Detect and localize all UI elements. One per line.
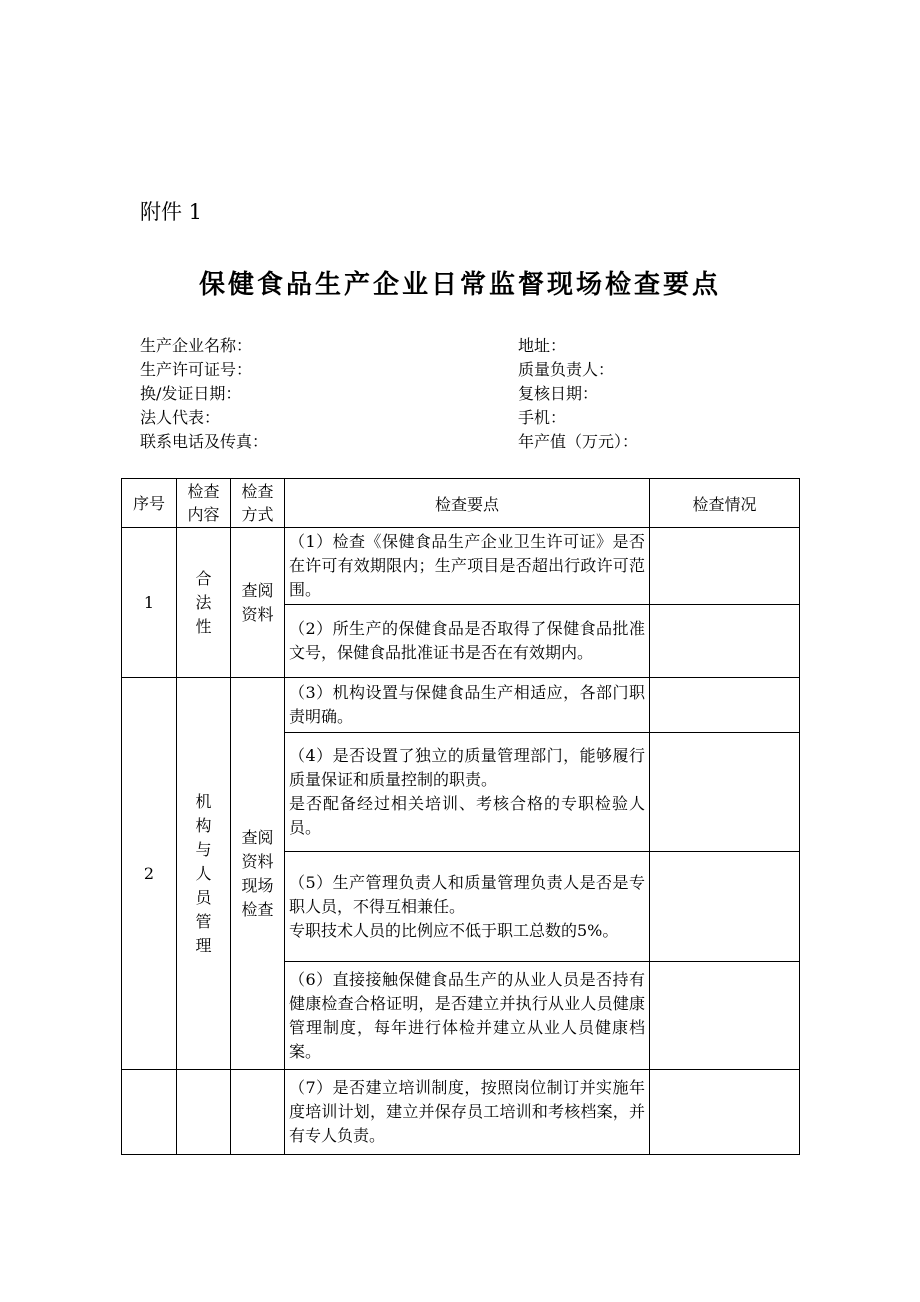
- group1-content-char: 性: [195, 616, 212, 636]
- check-point-1: （1）检查《保健食品生产企业卫生许可证》是否在许可有效期限内；生产项目是否超出行政许可范围。: [285, 528, 650, 605]
- group1-no: 1: [122, 528, 177, 678]
- check-point-5-line: （5）生产管理负责人和质量管理负责人是否是专职人员，不得互相兼任。: [289, 872, 645, 916]
- group1-method-line: 资料: [241, 604, 274, 624]
- header-method-line2: 方式: [241, 505, 274, 524]
- group1-content-char: 合: [195, 568, 212, 588]
- header-content-line2: 内容: [187, 505, 220, 524]
- check-point-4: [285, 733, 650, 852]
- license-number-label: 生产许可证号：: [140, 360, 253, 379]
- phone-fax-label: 联系电话及传真：: [140, 432, 269, 451]
- check-status-cell-5[interactable]: [650, 852, 800, 962]
- check-status-cell-1[interactable]: [650, 528, 800, 605]
- group2-content-char: 理: [195, 935, 212, 955]
- check-status-cell-6[interactable]: [650, 962, 800, 1070]
- issue-date-label: 换/发证日期：: [140, 384, 242, 403]
- group2-method-line: 现场: [241, 875, 274, 895]
- company-name-label: 生产企业名称：: [140, 336, 253, 355]
- check-point-3: [285, 678, 650, 733]
- group2-content: [177, 678, 231, 1070]
- attachment-label: 附件 1: [140, 200, 203, 224]
- info-left-block: [140, 334, 268, 454]
- check-status-cell-3[interactable]: [650, 678, 800, 733]
- annual-output-label: 年产值（万元）：: [518, 432, 639, 451]
- check-status-cell-7[interactable]: [650, 1070, 800, 1155]
- table-row: [122, 1070, 800, 1155]
- group2-no: 2: [122, 678, 177, 1070]
- check-point-5-line: 专职技术人员的比例应不低于职工总数的5%。: [289, 920, 619, 940]
- group2-method-line: 检查: [241, 899, 274, 919]
- group2-method-line: 资料: [241, 851, 274, 871]
- group2-content-char: 人: [195, 863, 212, 883]
- group3-content: [177, 1070, 231, 1155]
- group3-method: [231, 1070, 285, 1155]
- check-point-4-line: （4）是否设置了独立的质量管理部门，能够履行质量保证和质量控制的职责。: [289, 746, 645, 789]
- check-point-2: （2）所生产的保健食品是否取得了保健食品批准文号，保健食品批准证书是否在有效期内。: [285, 605, 650, 678]
- group1-method: [231, 528, 285, 678]
- legal-rep-label: 法人代表：: [140, 408, 221, 427]
- check-point-7: （7）是否建立培训制度，按照岗位制订并实施年度培训计划，建立并保存员工培训和考核档案，并有专人负责。: [285, 1070, 650, 1155]
- group2-content-char: 机: [195, 791, 212, 811]
- header-points: 检查要点: [285, 479, 650, 528]
- group1-method-line: 查阅: [241, 580, 274, 600]
- group2-method-line: 查阅: [241, 827, 274, 847]
- table-header-row: [122, 479, 800, 528]
- check-point-4-line: 是否配备经过相关培训、考核合格的专职检验人员。: [289, 794, 645, 837]
- group2-content-char: 构: [195, 815, 212, 835]
- header-no: 序号: [122, 479, 177, 528]
- header-status: 检查情况: [650, 479, 800, 528]
- table-row: [122, 678, 800, 733]
- info-right-block: [518, 334, 638, 454]
- header-method: [231, 479, 285, 528]
- check-status-cell-2[interactable]: [650, 605, 800, 678]
- group2-content-char: 与: [195, 839, 212, 859]
- check-point-6: [285, 962, 650, 1070]
- review-date-label: 复核日期：: [518, 384, 599, 403]
- inspection-table: [121, 478, 800, 1155]
- check-point-6-line: （6）直接接触保健食品生产的从业人员是否持有健康检查合格证明，是否建立并执行从业人员健康管理制度，每年进行体检并建立从业人员健康档案。: [289, 969, 645, 1061]
- check-status-cell-4[interactable]: [650, 733, 800, 852]
- quality-manager-label: 质量负责人：: [518, 360, 615, 379]
- check-point-3-line: （3）机构设置与保健食品生产相适应，各部门职责明确。: [289, 683, 645, 726]
- group2-content-char: 管: [195, 911, 212, 931]
- group1-content-char: 法: [195, 592, 212, 612]
- document-title: 保健食品生产企业日常监督现场检查要点: [198, 270, 721, 300]
- group3-no: [122, 1070, 177, 1155]
- address-label: 地址：: [518, 336, 567, 355]
- header-content: [177, 479, 231, 528]
- check-point-5: [285, 852, 650, 962]
- group1-content: [177, 528, 231, 678]
- table-row: [122, 528, 800, 605]
- group2-method: [231, 678, 285, 1070]
- mobile-label: 手机：: [518, 408, 567, 427]
- header-method-line1: 检查: [241, 482, 274, 501]
- header-content-line1: 检查: [187, 482, 220, 501]
- group2-content-char: 员: [195, 887, 212, 907]
